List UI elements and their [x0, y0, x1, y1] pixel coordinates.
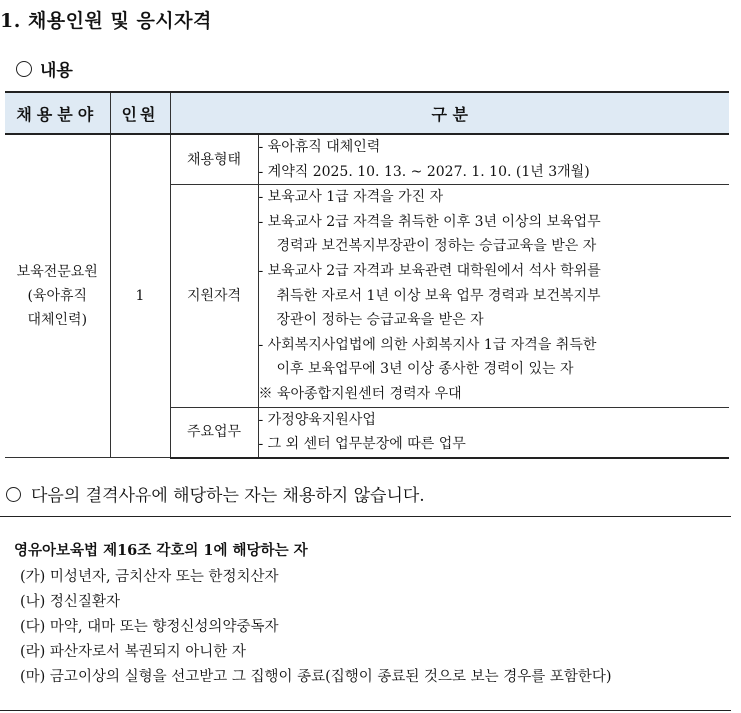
field-line: 보육전문요원 — [16, 264, 98, 281]
detail-line: - 육아휴직 대체인력 — [258, 139, 381, 155]
detail-line: 이후 보육업무에 3년 이상 종사한 경력이 있는 자 — [276, 361, 574, 378]
content-heading-label: 내용 — [40, 61, 73, 81]
list-item: (가) 미성년자, 금치산자 또는 한정치산자 — [20, 569, 279, 585]
detail-line: - 사회복지사업법에 의한 사회복지사 1급 자격을 취득한 — [258, 336, 597, 353]
content-heading — [16, 56, 73, 81]
detail-line: - 그 외 센터 업무분장에 따른 업무 — [258, 436, 466, 453]
header-field: 채용분야 — [5, 92, 110, 134]
category-cell: 주요업무 — [170, 407, 258, 458]
table-row — [5, 134, 729, 185]
header-category: 구 분 — [170, 92, 729, 134]
detail-line: ※ 육아종합지원센터 경력자 우대 — [258, 385, 462, 402]
exclusion-notice — [6, 481, 425, 506]
count-cell: 1 — [110, 134, 170, 458]
circle-bullet-icon — [6, 487, 21, 502]
detail-line: - 보육교사 2급 자격을 취득한 이후 3년 이상의 보육업무 — [258, 213, 601, 230]
detail-line: - 가정양육지원사업 — [258, 411, 376, 428]
law-box-title: 영유아보육법 제16조 각호의 1에 해당하는 자 — [14, 542, 308, 559]
category-cell: 채용형태 — [170, 134, 258, 185]
detail-cell — [258, 134, 729, 185]
detail-line: - 보육교사 2급 자격과 보육관련 대학원에서 석사 학위를 — [258, 262, 601, 279]
detail-cell — [258, 185, 729, 407]
recruitment-table — [5, 91, 729, 459]
field-cell — [5, 134, 110, 458]
detail-line: 경력과 보건복지부장관이 정하는 승급교육을 받은 자 — [276, 238, 597, 255]
detail-line: 장관이 정하는 승급교육을 받은 자 — [276, 312, 484, 329]
list-item: (라) 파산자로서 복권되지 아니한 자 — [20, 644, 246, 660]
detail-line: 취득한 자로서 1년 이상 보육 업무 경력과 보건복지부 — [276, 287, 601, 304]
exclusion-notice-text: 다음의 결격사유에 해당하는 자는 채용하지 않습니다. — [31, 486, 425, 506]
detail-cell — [258, 407, 729, 458]
field-line: 대체인력) — [27, 312, 88, 329]
field-line: (육아휴직 — [27, 288, 88, 305]
category-cell: 지원자격 — [170, 185, 258, 407]
list-item: (다) 마약, 대마 또는 향정신성의약중독자 — [20, 619, 279, 635]
detail-line: - 계약직 2025. 10. 13. ~ 2027. 1. 10. (1년 3개월) — [258, 163, 590, 180]
list-item: (나) 정신질환자 — [20, 594, 120, 610]
section-title: 1. 채용인원 및 응시자격 — [0, 10, 212, 32]
law-box — [0, 516, 731, 711]
table-header-row — [5, 92, 729, 134]
circle-bullet-icon — [16, 61, 32, 77]
detail-line: - 보육교사 1급 자격을 가진 자 — [258, 189, 444, 206]
header-count: 인원 — [110, 92, 170, 134]
list-item: (마) 금고이상의 실형을 선고받고 그 집행이 종료(집행이 종료된 것으로 보는 경우를 포함한다) — [20, 669, 612, 685]
